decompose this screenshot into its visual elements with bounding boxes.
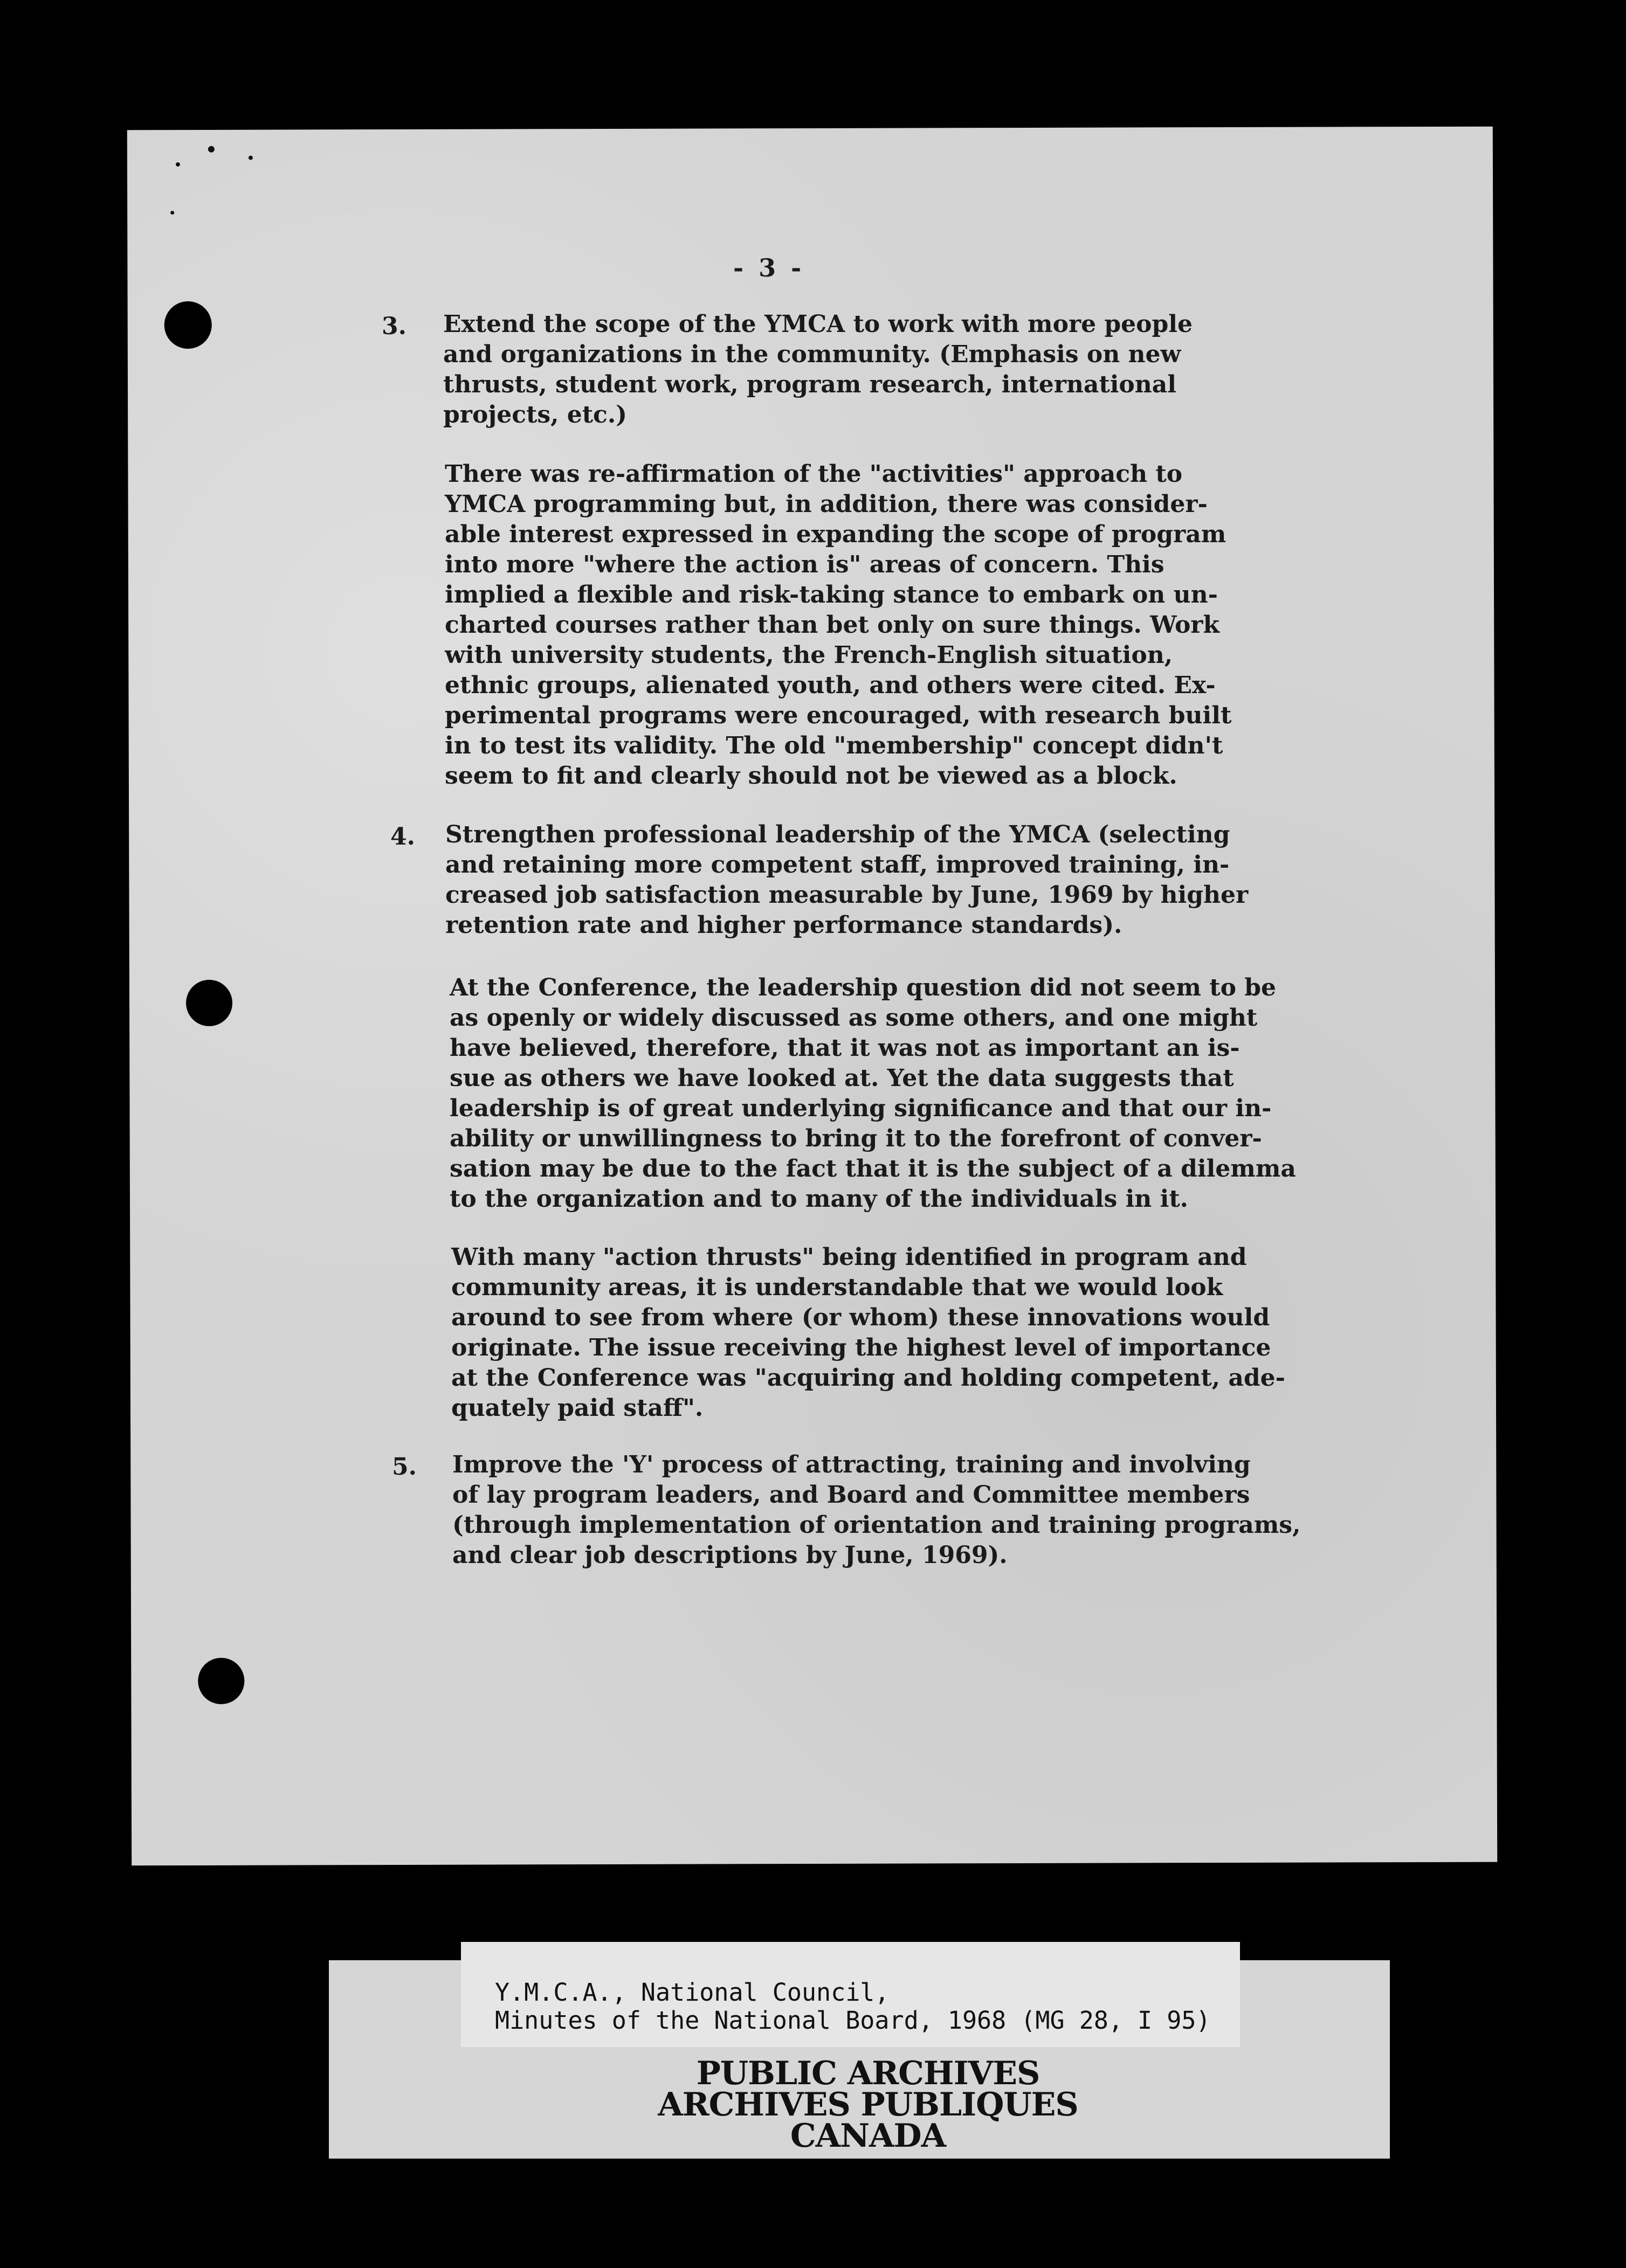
punch-hole-middle: [186, 980, 232, 1026]
item-4-paragraph-2: [451, 1242, 1285, 1423]
item-3-paragraph-1: [445, 459, 1231, 791]
text-line: able interest expressed in expanding the scope of program: [445, 521, 1227, 548]
text-line: quately paid staff".: [451, 1394, 704, 1422]
text-line: into more "where the action is" areas of concern. This: [445, 551, 1165, 578]
text-line: implied a flexible and risk-taking stance to embark on un-: [445, 581, 1218, 609]
stamp-line: PUBLIC ARCHIVES: [696, 2055, 1040, 2092]
paper-speck: [170, 211, 174, 215]
item-4-paragraph-1: [450, 973, 1296, 1214]
text-line: Improve the 'Y' process of attracting, training and involving: [452, 1451, 1251, 1478]
text-line: seem to fit and clearly should not be viewed as a block.: [445, 762, 1177, 790]
stamp-line: ARCHIVES PUBLIQUES: [658, 2086, 1078, 2124]
item-4-heading: [445, 820, 1248, 941]
text-line: as openly or widely discussed as some others, and one might: [450, 1004, 1258, 1032]
text-line: sue as others we have looked at. Yet the data suggests that: [450, 1064, 1234, 1092]
text-line: have believed, therefore, that it was not as important an is-: [450, 1034, 1240, 1062]
archive-label-line-2: Minutes of the National Board, 1968 (MG 28, I 95): [495, 2006, 1211, 2035]
text-line: charted courses rather than bet only on sure things. Work: [445, 611, 1220, 639]
text-line: ability or unwillingness to bring it to the forefront of conver-: [450, 1125, 1262, 1152]
stamp-line: CANADA: [790, 2117, 946, 2155]
text-line: thrusts, student work, program research, international: [443, 371, 1176, 398]
text-line: to the organization and to many of the individuals in it.: [450, 1185, 1188, 1213]
text-line: at the Conference was "acquiring and holding competent, ade-: [451, 1364, 1285, 1392]
paper-speck: [249, 156, 253, 160]
item-5-heading: [452, 1450, 1300, 1571]
punch-hole-top: [164, 301, 212, 349]
text-line: At the Conference, the leadership question did not seem to be: [450, 974, 1276, 1001]
text-line: leadership is of great underlying significance and that our in-: [450, 1095, 1272, 1122]
item-number-4: 4.: [390, 823, 415, 850]
text-line: (through implementation of orientation and training programs,: [452, 1511, 1301, 1539]
item-number-3: 3.: [382, 313, 406, 340]
paper-speck: [208, 146, 215, 153]
text-line: in to test its validity. The old "membership" concept didn't: [445, 732, 1223, 759]
text-line: With many "action thrusts" being identified in program and: [451, 1243, 1247, 1271]
text-line: creased job satisfaction measurable by June, 1969 by higher: [445, 881, 1249, 909]
archive-label-line-1: Y.M.C.A., National Council,: [495, 1978, 890, 2007]
text-line: and clear job descriptions by June, 1969).: [452, 1541, 1008, 1569]
text-line: around to see from where (or whom) these innovations would: [451, 1304, 1270, 1331]
text-line: ethnic groups, alienated youth, and others were cited. Ex-: [445, 672, 1216, 699]
text-line: Extend the scope of the YMCA to work with more people: [443, 310, 1193, 338]
punch-hole-bottom: [198, 1658, 244, 1704]
text-line: projects, etc.): [443, 401, 627, 428]
text-line: originate. The issue receiving the highest level of importance: [451, 1334, 1271, 1361]
text-line: sation may be due to the fact that it is the subject of a dilemma: [450, 1155, 1296, 1183]
text-line: community areas, it is understandable that we would look: [451, 1274, 1223, 1301]
paper-speck: [176, 162, 180, 167]
item-number-5: 5.: [392, 1453, 417, 1481]
text-line: and organizations in the community. (Emphasis on new: [443, 341, 1181, 368]
text-line: retention rate and higher performance standards).: [445, 911, 1122, 939]
text-line: and retaining more competent staff, improved training, in-: [445, 851, 1230, 879]
text-line: Strengthen professional leadership of the YMCA (selecting: [445, 821, 1230, 848]
page-number: - 3 -: [733, 253, 805, 282]
item-3-heading: [443, 309, 1193, 430]
text-line: There was re-affirmation of the "activities" approach to: [445, 460, 1183, 488]
text-line: with university students, the French-English situation,: [445, 641, 1173, 669]
archive-stamp: [620, 2055, 1116, 2155]
text-line: YMCA programming but, in addition, there was consider-: [445, 490, 1208, 518]
text-line: perimental programs were encouraged, with research built: [445, 702, 1232, 729]
text-line: of lay program leaders, and Board and Committee members: [452, 1481, 1250, 1509]
